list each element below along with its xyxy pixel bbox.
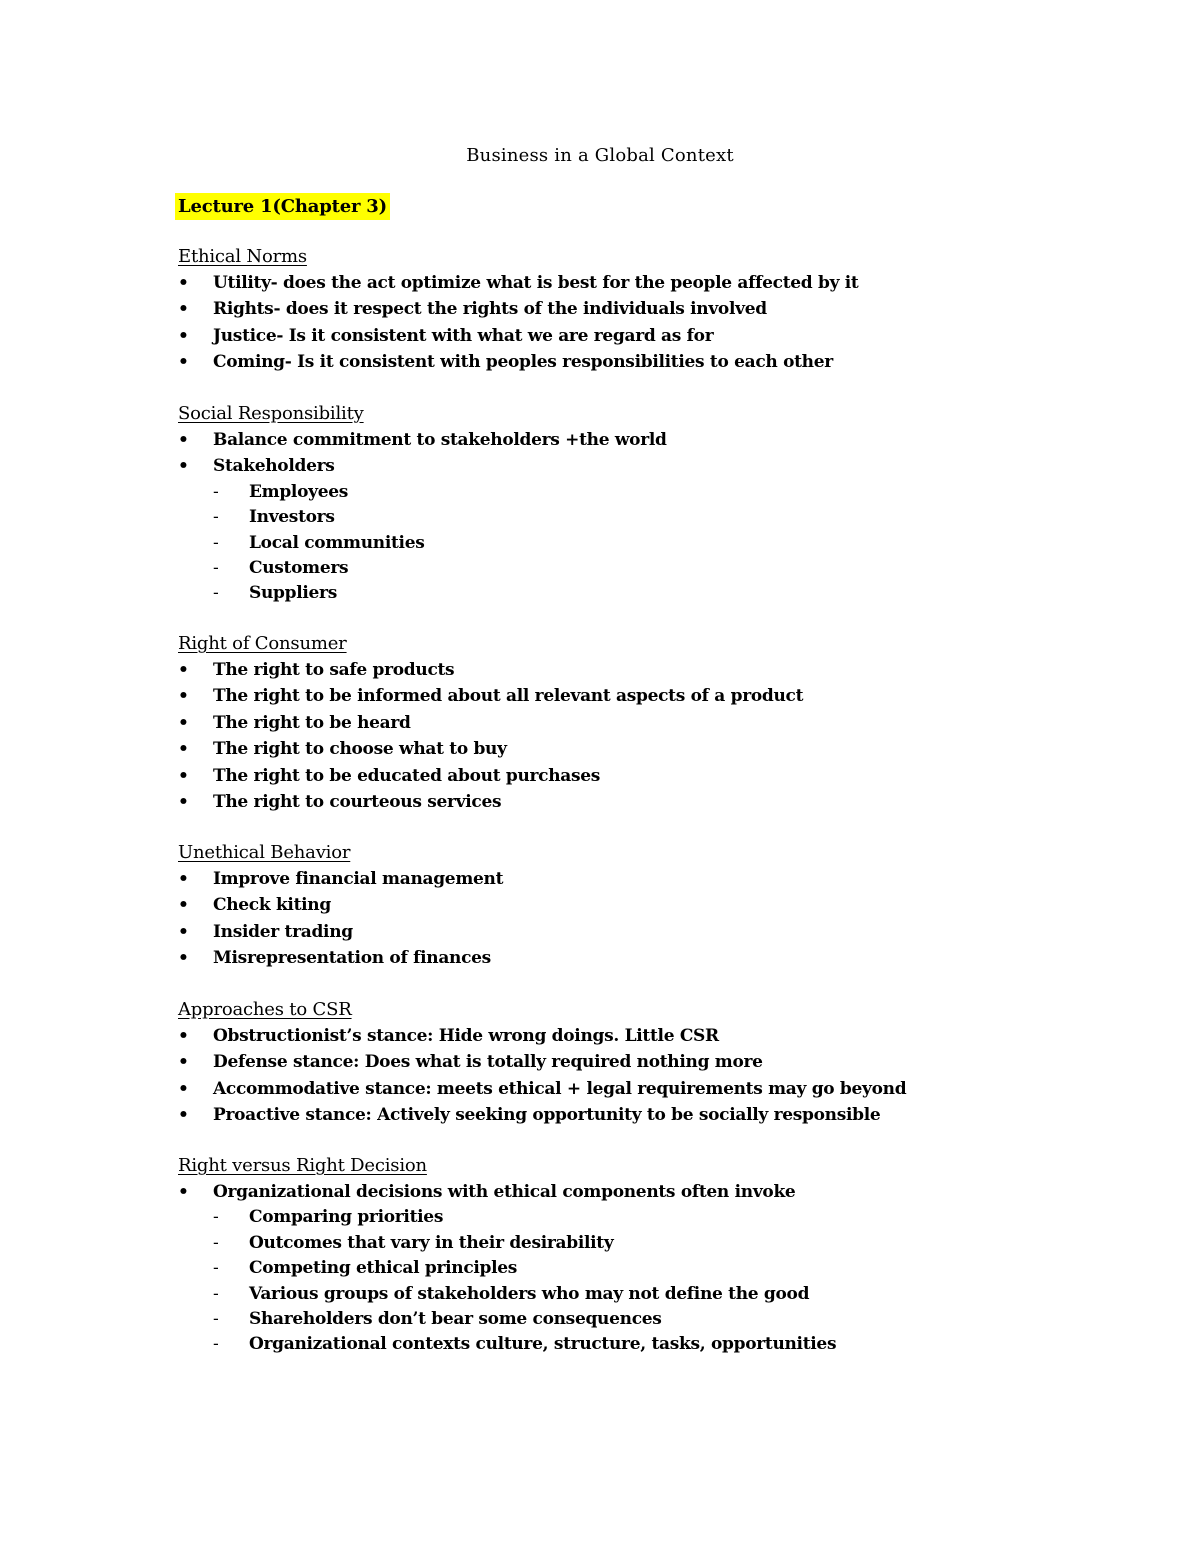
bullet-icon: • [178,1026,189,1046]
list-item [178,453,1138,606]
sub-list-item-text: Various groups of stakeholders who may not define the good [249,1283,810,1304]
section-heading: Right of Consumer [178,633,347,654]
document-title: Business in a Global Context [466,145,734,166]
list-item [178,427,1138,453]
bullet-icon: • [178,456,189,477]
bullet-icon: • [178,1182,189,1202]
list-item [178,349,1138,375]
sub-list-item-text: Shareholders don’t bear some consequences [249,1309,662,1330]
list-item [178,270,1138,296]
list-item [178,736,1138,762]
list-item-text: Obstructionist’s stance: Hide wrong doings. Little CSR [213,1026,719,1046]
section-heading: Approaches to CSR [178,999,352,1020]
sub-list-item-text: Employees [249,481,349,502]
list-item [178,919,1138,945]
bullet-icon: • [178,792,189,813]
sub-list-item-text: Outcomes that vary in their desirability [249,1232,614,1253]
dash-icon: - [213,481,219,502]
list-item-text: Balance commitment to stakeholders +the world [213,430,667,450]
sub-list-item-text: Suppliers [249,583,337,604]
bullet-list [178,1179,1138,1358]
section-heading: Unethical Behavior [178,842,351,863]
dash-icon: - [213,507,219,528]
dash-icon: - [213,1258,219,1279]
bullet-icon: • [178,660,189,680]
list-item-text: Misrepresentation of finances [213,948,491,969]
list-item-text: The right to safe products [213,660,455,680]
list-item-text: Stakeholders [213,456,335,477]
list-item-text: Insider trading [213,921,353,942]
section [178,997,1138,1129]
bullet-icon: • [178,430,189,450]
list-item [178,710,1138,736]
section-heading: Ethical Norms [178,246,307,267]
sub-list-item-text: Local communities [249,532,425,553]
sub-list-item [213,1282,1138,1307]
sub-list-item [213,505,1138,530]
sub-list-item-text: Organizational contexts culture, structure, tasks, opportunities [249,1334,837,1355]
bullet-icon: • [178,273,189,293]
list-item [178,1049,1138,1075]
section [178,244,1138,376]
sub-list-item [213,1307,1138,1332]
bullet-icon: • [178,1078,189,1099]
list-item [178,892,1138,918]
bullet-icon: • [178,712,189,733]
bullet-list [178,657,1138,815]
bullet-icon: • [178,765,189,786]
list-item [178,1179,1138,1358]
sub-list-item [213,581,1138,606]
bullet-icon: • [178,739,189,760]
dash-icon: - [213,1232,219,1253]
sub-list-item [213,556,1138,581]
list-item-text: The right to choose what to buy [213,739,507,760]
dash-icon: - [213,1283,219,1304]
list-item-text: Organizational decisions with ethical components often invoke [213,1182,796,1202]
dash-icon: - [213,1309,219,1330]
sub-list-item-text: Investors [249,507,335,528]
bullet-list [178,866,1138,972]
list-item [178,683,1138,709]
list-item [178,763,1138,789]
list-item [178,296,1138,322]
bullet-icon: • [178,1052,189,1073]
bullet-list [178,427,1138,607]
bullet-icon: • [178,325,189,346]
sub-list-item [213,1332,1138,1357]
bullet-icon: • [178,921,189,942]
lecture-heading-highlighted: Lecture 1(Chapter 3) [175,193,390,220]
section-heading: Social Responsibility [178,403,364,424]
bullet-list [178,270,1138,376]
list-item-text: The right to be informed about all relevant aspects of a product [213,686,804,707]
sub-list-item [213,531,1138,556]
bullet-icon: • [178,686,189,707]
bullet-icon: • [178,869,189,889]
list-item [178,789,1138,815]
section-heading: Right versus Right Decision [178,1155,427,1176]
list-item [178,323,1138,349]
sub-list-item [213,480,1138,505]
list-item [178,657,1138,683]
sub-list-item-text: Competing ethical principles [249,1258,518,1279]
sub-list [213,1205,1138,1357]
list-item [178,945,1138,971]
sub-list-item [213,1205,1138,1230]
list-item-text: Coming- Is it consistent with peoples responsibilities to each other [213,352,833,373]
dash-icon: - [213,1207,219,1228]
list-item-text: Improve financial management [213,869,504,889]
sub-list-item [213,1231,1138,1256]
list-item-text: Justice- Is it consistent with what we are regard as for [213,325,714,346]
sub-list-item-text: Customers [249,558,349,579]
list-item [178,1076,1138,1102]
bullet-icon: • [178,895,189,916]
dash-icon: - [213,1334,219,1355]
sub-list-item-text: Comparing priorities [249,1207,444,1228]
dash-icon: - [213,532,219,553]
section [178,1153,1138,1358]
list-item-text: The right to be educated about purchases [213,765,601,786]
bullet-icon: • [178,352,189,373]
sub-list [213,480,1138,607]
list-item [178,1023,1138,1049]
list-item-text: Accommodative stance: meets ethical + legal requirements may go beyond [213,1078,907,1099]
sub-list-item [213,1256,1138,1281]
bullet-icon: • [178,948,189,969]
list-item-text: Defense stance: Does what is totally required nothing more [213,1052,763,1073]
list-item [178,866,1138,892]
list-item-text: Rights- does it respect the rights of the individuals involved [213,299,767,320]
section [178,631,1138,815]
section [178,840,1138,972]
list-item-text: Proactive stance: Actively seeking opportunity to be socially responsible [213,1105,881,1126]
list-item-text: The right to be heard [213,712,411,733]
bullet-icon: • [178,1105,189,1126]
list-item-text: Check kiting [213,895,331,916]
bullet-icon: • [178,299,189,320]
list-item-text: The right to courteous services [213,792,502,813]
bullet-list [178,1023,1138,1129]
dash-icon: - [213,558,219,579]
dash-icon: - [213,583,219,604]
section [178,401,1138,607]
list-item-text: Utility- does the act optimize what is best for the people affected by it [213,273,859,293]
list-item [178,1102,1138,1128]
